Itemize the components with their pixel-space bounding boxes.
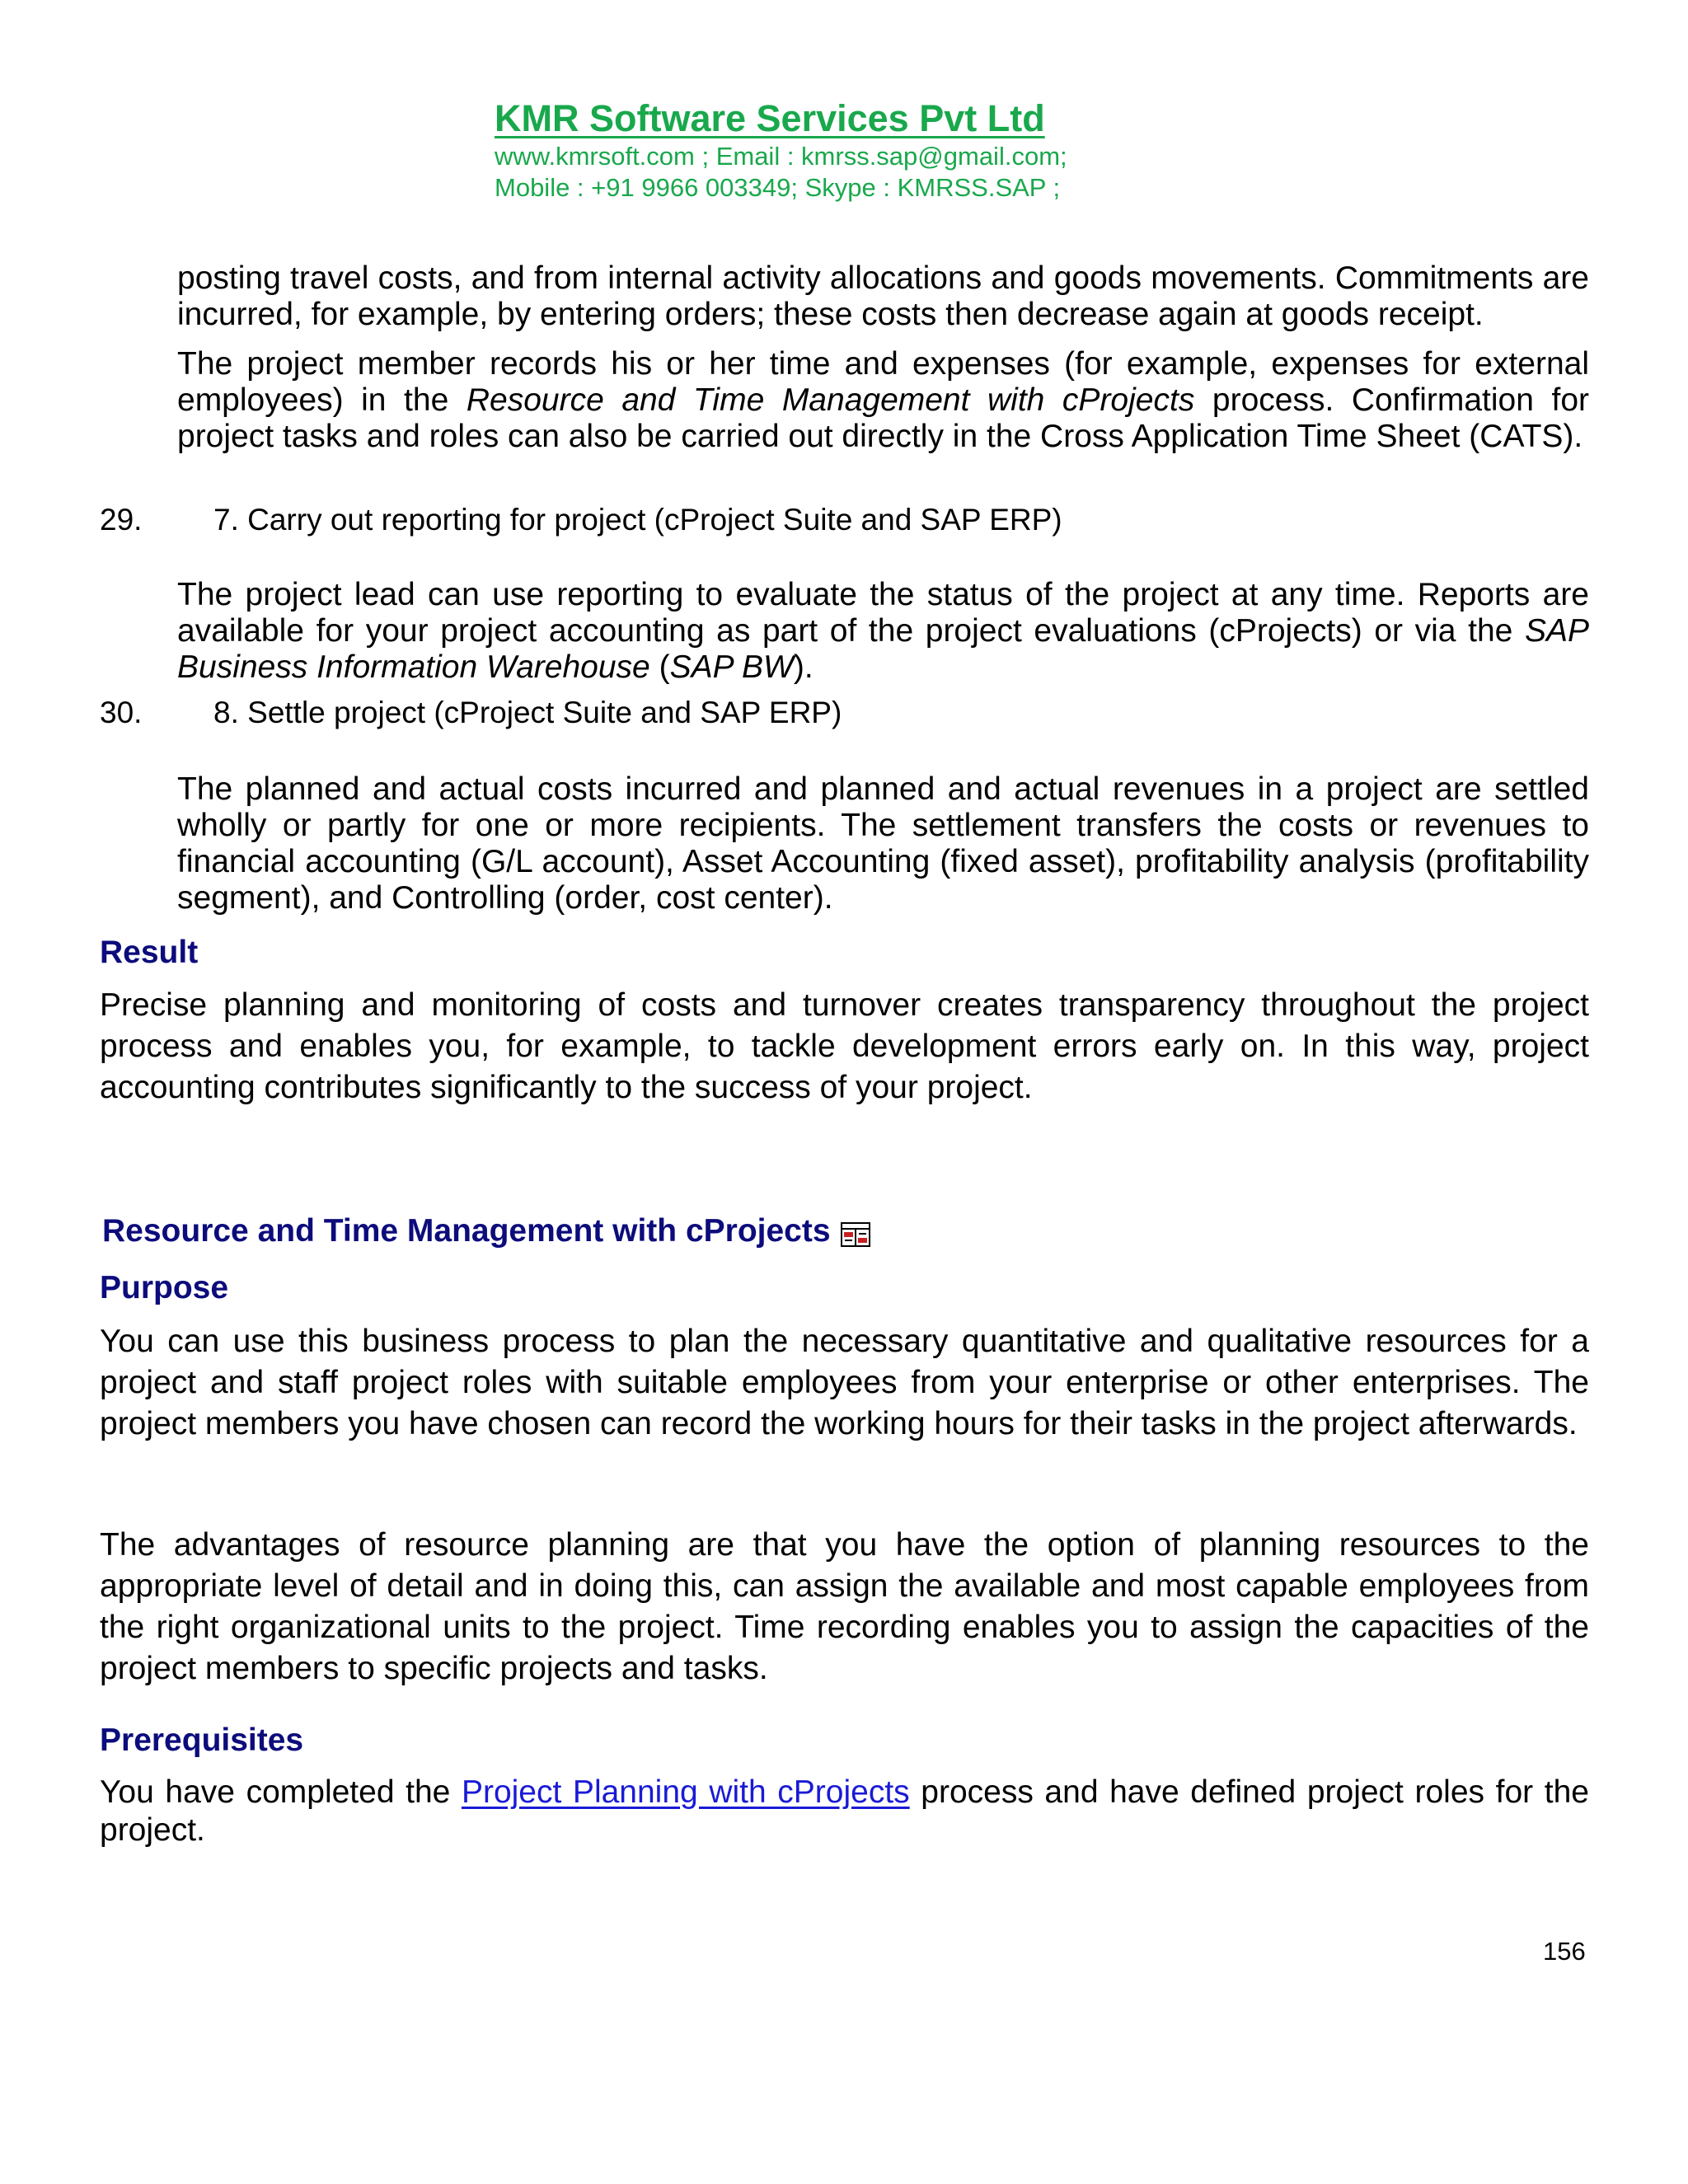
contact-line-phone-skype: Mobile : +91 9966 003349; Skype : KMRSS.SAP ; xyxy=(495,173,1061,202)
paragraph-reporting xyxy=(177,577,1589,686)
prerequisites-heading: Prerequisites xyxy=(100,1722,304,1758)
result-paragraph: Precise planning and monitoring of costs and turnover creates transparency throughout the project process and enables you, for example, to tackle development errors early on. In this way, project accounting contributes significantly to the success of your project. xyxy=(100,987,1589,1105)
step-text: 7. Carry out reporting for project (cProject Suite and SAP ERP) xyxy=(213,503,1062,537)
text-segment: The project member records his or her time and expenses (for example, expenses for external employees) in the xyxy=(177,346,1589,418)
result-heading: Result xyxy=(100,935,199,970)
step-8-item xyxy=(100,696,842,730)
step-7-item xyxy=(100,503,1062,537)
paragraph-time-expenses xyxy=(177,346,1589,455)
text-segment: ). xyxy=(793,649,814,685)
text-segment: You have completed the xyxy=(100,1774,462,1810)
section-title-text: Resource and Time Management with cProjects xyxy=(102,1213,831,1249)
purpose-heading: Purpose xyxy=(100,1270,229,1305)
purpose-paragraph-1: You can use this business process to plan the necessary quantitative and qualitative resources for a project and staff project roles with suitable employees from your enterprise or other enterprises. The project members you have chosen can record the working hours for their tasks in the project afterwards. xyxy=(100,1324,1589,1441)
step-text: 8. Settle project (cProject Suite and SAP ERP) xyxy=(213,696,842,729)
page-number: 156 xyxy=(1543,1937,1586,1966)
text-segment: process and have defined project roles for the project. xyxy=(100,1774,1589,1848)
company-name: KMR Software Services Pvt Ltd xyxy=(495,97,1045,139)
prerequisites-paragraph xyxy=(100,1774,1589,1849)
text-segment: The project lead can use reporting to evaluate the status of the project at any time. Reports are available for your project accounting as part of the project evaluations (cProjects) or via the xyxy=(177,577,1589,649)
purpose-paragraph-2: The advantages of resource planning are that you have the option of planning resources to the appropriate level of detail and in doing this, can assign the available and most capable employees from the right organizational units to the project. Time recording enables you to assign the capacities of the project members to specific projects and tasks. xyxy=(100,1527,1589,1686)
section-title xyxy=(102,1213,870,1249)
document-link-icon[interactable] xyxy=(841,1219,870,1244)
text-segment: process. Confirmation for project tasks and roles can also be carried out directly in the Cross Application Time Sheet (CATS). xyxy=(177,382,1589,454)
text-segment: ( xyxy=(649,649,670,685)
paragraph-costs-commitments: posting travel costs, and from internal activity allocations and goods movements. Commitments are incurred, for example, by entering orders; these costs then decrease again at goods receipt. xyxy=(177,260,1589,332)
step-number: 30. xyxy=(100,696,143,729)
process-reference-italic: Resource and Time Management with cProjects xyxy=(466,382,1195,418)
paragraph-settlement: The planned and actual costs incurred and planned and actual revenues in a project are settled wholly or partly for one or more recipients. The settlement transfers the costs or revenues to financial accounting (G/L account), Asset Accounting (fixed asset), profitability analysis (profitability segment), and Controlling (order, cost center). xyxy=(177,771,1589,916)
sap-bw-italic: SAP BW xyxy=(669,649,794,685)
sap-biw-italic: SAP Business Information Warehouse xyxy=(177,613,1589,685)
contact-line-web-email: www.kmrsoft.com ; Email : kmrss.sap@gmail.com; xyxy=(495,142,1067,171)
step-number: 29. xyxy=(100,503,143,537)
project-planning-link[interactable]: Project Planning with cProjects xyxy=(461,1774,910,1810)
